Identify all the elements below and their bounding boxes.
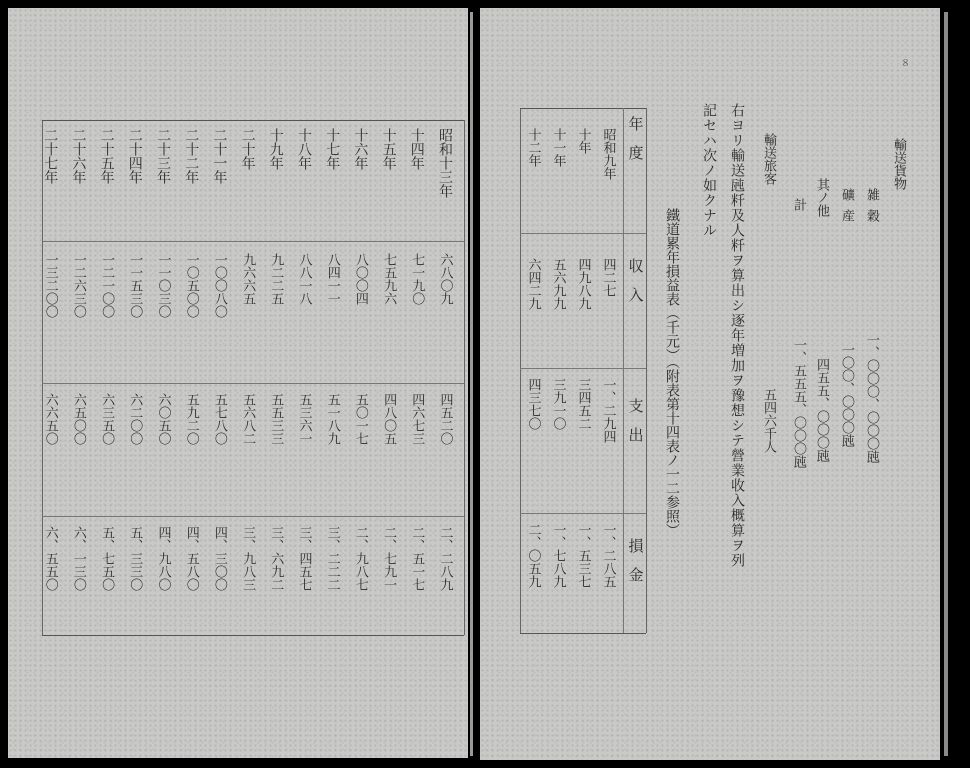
- left-cell-year: 二十一年: [211, 128, 228, 184]
- left-cell-year: 二十四年: [126, 128, 143, 184]
- text-line-1: 右ヨリ輸送瓲粁及人粁ヲ算出シ逐年増加ヲ豫想シテ營業收入概算ヲ列: [729, 103, 745, 568]
- left-cell-expense: 五九二〇: [183, 393, 199, 445]
- left-page: [8, 8, 468, 758]
- left-cell-expense: 五五三三: [268, 393, 284, 445]
- page-edge: [944, 12, 948, 756]
- small-cell-expense: 四三七〇: [525, 378, 541, 430]
- freight-value-mineral: 一〇〇、〇〇〇瓲: [839, 343, 854, 447]
- small-cell-loss: 一、五三七: [575, 523, 591, 588]
- small-cell-year: 十二年: [525, 128, 541, 167]
- left-cell-revenue: 一一〇三〇: [155, 253, 171, 318]
- left-cell-revenue: 九六六五: [240, 253, 256, 305]
- left-cell-loss: 三、九八三: [240, 526, 256, 591]
- left-cell-year: 十四年: [408, 128, 425, 170]
- small-cell-revenue: 五六九九: [550, 258, 566, 310]
- left-cell-expense: 六三五〇: [99, 393, 115, 445]
- left-cell-loss: 二、二八九: [437, 526, 453, 591]
- small-cell-year: 十一年: [550, 128, 566, 167]
- left-cell-loss: 二、七九一: [381, 526, 397, 591]
- passengers-label: 輸送旅客: [761, 133, 776, 185]
- left-cell-expense: 四五二〇: [437, 393, 453, 445]
- left-cell-expense: 五〇一七: [352, 393, 368, 445]
- passengers-value: 五四六千人: [761, 388, 776, 453]
- left-cell-loss: 二、九八七: [352, 526, 368, 591]
- header-year: 年度: [626, 116, 645, 174]
- left-cell-loss: 四、三〇〇: [211, 526, 227, 591]
- left-cell-loss: 三、四五七: [296, 526, 312, 591]
- small-cell-loss: 一、七八九: [550, 523, 566, 588]
- left-cell-loss: 二、五一七: [409, 526, 425, 591]
- freight-value-total: 一、五五五、〇〇〇瓲: [791, 338, 806, 468]
- left-cell-year: 十七年: [324, 128, 341, 170]
- page-mark: ８: [900, 59, 910, 69]
- small-cell-revenue: 四九八九: [575, 258, 591, 310]
- row-divider-year: [42, 241, 464, 242]
- small-cell-expense: 三九一〇: [550, 378, 566, 430]
- left-cell-revenue: 八〇〇四: [352, 253, 368, 305]
- left-cell-revenue: 九二二五: [268, 253, 284, 305]
- left-cell-year: 十九年: [267, 128, 284, 170]
- left-cell-loss: 三、六九二: [268, 526, 284, 591]
- left-cell-revenue: 六八〇九: [437, 253, 453, 305]
- right-page: [480, 8, 940, 760]
- left-cell-year: 十六年: [352, 128, 369, 170]
- small-cell-expense: 三四五二: [575, 378, 591, 430]
- small-cell-revenue: 四二七: [600, 258, 616, 297]
- left-cell-loss: 五、三三〇: [127, 526, 143, 591]
- small-cell-loss: 二、〇五九: [525, 523, 541, 588]
- left-cell-year: 十五年: [380, 128, 397, 170]
- left-cell-revenue: 八四一一: [324, 253, 340, 305]
- freight-label-mineral: 礦産: [839, 188, 854, 230]
- left-cell-expense: 六五〇〇: [70, 393, 86, 445]
- left-cell-year: 二十六年: [70, 128, 87, 184]
- left-cell-revenue: 一二一〇〇: [99, 253, 115, 318]
- left-cell-expense: 四六七三: [409, 393, 425, 445]
- left-cell-expense: 六二〇〇: [127, 393, 143, 445]
- small-cell-expense: 一、二九四: [600, 378, 616, 443]
- book-gutter: [470, 12, 473, 756]
- left-cell-expense: 五七八〇: [211, 393, 227, 445]
- header-revenue: 収入: [626, 258, 645, 316]
- left-cell-loss: 六、一三〇: [70, 526, 86, 591]
- left-cell-year: 十八年: [296, 128, 312, 170]
- table-caption: 鐵道累年損益表（千元）（附表第十四表ノ一二参照）: [664, 208, 680, 537]
- text-line-2: 記セハ次ノ如クナル: [701, 103, 717, 238]
- small-row-divider-year: [520, 233, 646, 234]
- table-border-left: [464, 120, 465, 635]
- small-table-header-divider: [623, 108, 624, 633]
- left-cell-year: 二十五年: [98, 128, 115, 184]
- freight-value-grain: 一、〇〇〇、〇〇〇瓲: [864, 333, 879, 463]
- left-cell-expense: 六〇五〇: [155, 393, 171, 445]
- left-cell-year: 二十七年: [42, 128, 59, 184]
- freight-heading: 輸送貨物: [891, 138, 906, 190]
- left-cell-revenue: 七五九六: [381, 253, 397, 305]
- row-divider-expense: [42, 516, 464, 517]
- left-cell-loss: 六、五五〇: [42, 526, 58, 591]
- small-table-border-bottom: [520, 633, 646, 634]
- small-cell-loss: 一、二八五: [600, 523, 616, 588]
- left-cell-loss: 四、九八〇: [155, 526, 171, 591]
- small-cell-year: 昭和九年: [600, 128, 616, 180]
- left-cell-loss: 三、二二二: [324, 526, 340, 591]
- table-border-top: [42, 120, 464, 121]
- left-cell-expense: 五六八二: [240, 393, 256, 445]
- left-cell-year: 昭和十三年: [437, 128, 453, 198]
- small-cell-revenue: 六四二九: [525, 258, 541, 310]
- small-cell-year: 十年: [575, 128, 591, 154]
- small-row-divider-revenue: [520, 368, 646, 369]
- small-row-divider-expense: [520, 513, 646, 514]
- left-cell-revenue: 一三二〇〇: [42, 253, 58, 318]
- table-border-bottom: [42, 635, 464, 636]
- freight-value-other: 四五五、〇〇〇瓲: [814, 358, 829, 462]
- freight-label-other: 其ノ他: [814, 178, 829, 217]
- left-cell-loss: 四、五八〇: [183, 526, 199, 591]
- left-cell-revenue: 八八一八: [296, 253, 312, 305]
- left-cell-expense: 四八〇五: [381, 393, 397, 445]
- small-table-border-top: [520, 108, 646, 109]
- left-cell-year: 二十二年: [183, 128, 200, 184]
- left-cell-year: 二十三年: [155, 128, 171, 184]
- left-cell-revenue: 一一五三〇: [127, 253, 143, 318]
- freight-label-grain: 雑穀: [864, 188, 879, 230]
- left-cell-loss: 五、七五〇: [99, 526, 115, 591]
- left-cell-revenue: 一〇五〇〇: [183, 253, 199, 318]
- left-cell-year: 二十年: [239, 128, 256, 170]
- small-table-border-right: [520, 108, 521, 633]
- freight-label-total: 計: [791, 198, 806, 211]
- left-cell-revenue: 一二六三〇: [70, 253, 86, 318]
- left-cell-revenue: 一〇〇八〇: [211, 253, 227, 318]
- small-table-border-left: [646, 108, 647, 633]
- left-cell-expense: 五一八九: [324, 393, 340, 445]
- left-cell-expense: 六六五〇: [42, 393, 58, 445]
- header-loss: 損金: [626, 538, 645, 596]
- left-cell-revenue: 七一九〇: [409, 253, 425, 305]
- header-expense: 支出: [626, 398, 645, 456]
- row-divider-revenue: [42, 383, 464, 384]
- left-cell-expense: 五三六一: [296, 393, 312, 445]
